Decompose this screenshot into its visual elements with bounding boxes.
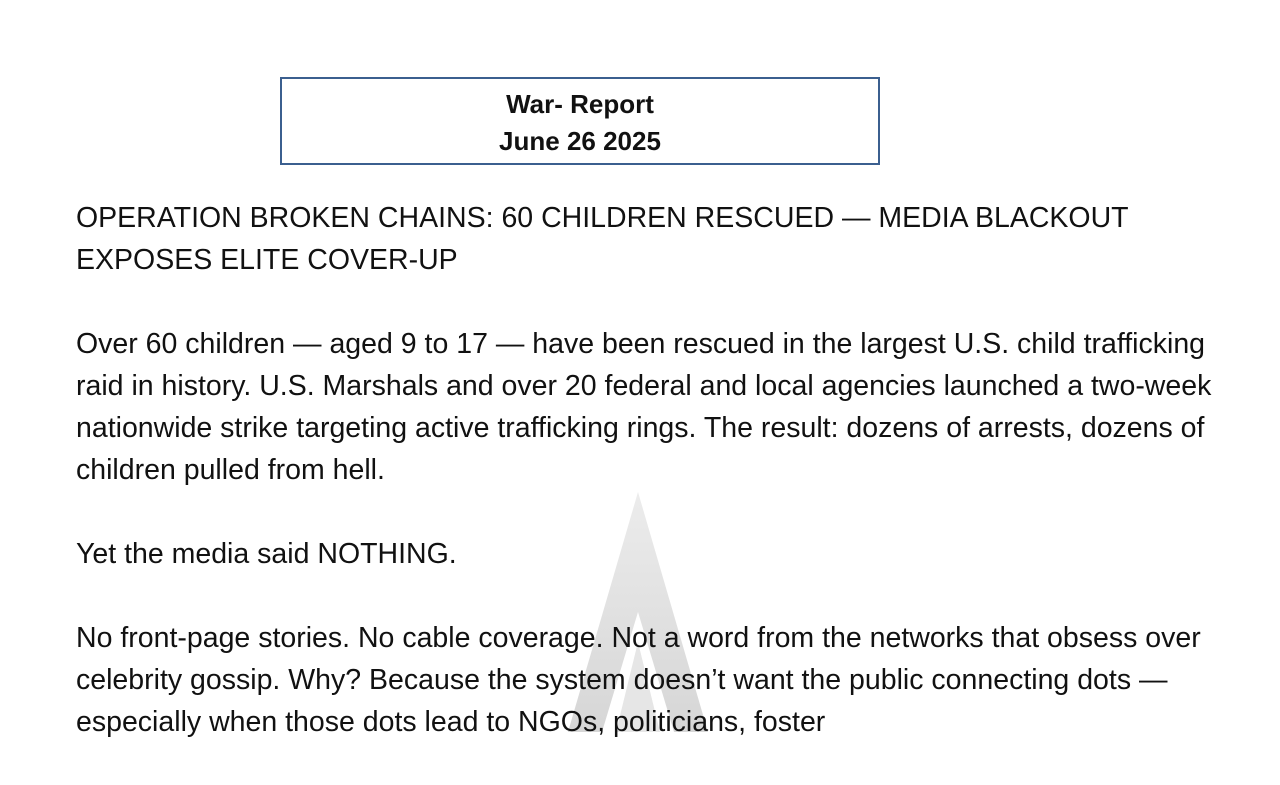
article-headline: OPERATION BROKEN CHAINS: 60 CHILDREN RESCUED — MEDIA BLACKOUT EXPOSES ELITE COVER-UP	[76, 202, 1129, 276]
report-title: War- Report	[506, 89, 654, 119]
article-body	[76, 197, 1236, 785]
article-paragraph-2: Yet the media said NOTHING.	[76, 538, 457, 570]
article-paragraph-1: Over 60 children — aged 9 to 17 — have been rescued in the largest U.S. child trafficking raid in history. U.S. Marshals and over 20 federal and local agencies launched a two-week nationwide strike targeting active trafficking rings. The result: dozens of arrests, dozens of children pulled from hell.	[76, 328, 1212, 486]
article-paragraph-3: No front-page stories. No cable coverage. Not a word from the networks that obsess over celebrity gossip. Why? Because the system doesn’t want the public connecting dots — especially when those dots lead to NGOs, politicians, foster	[76, 622, 1201, 738]
report-date: June 26 2025	[499, 126, 661, 156]
report-header-box	[280, 77, 880, 165]
